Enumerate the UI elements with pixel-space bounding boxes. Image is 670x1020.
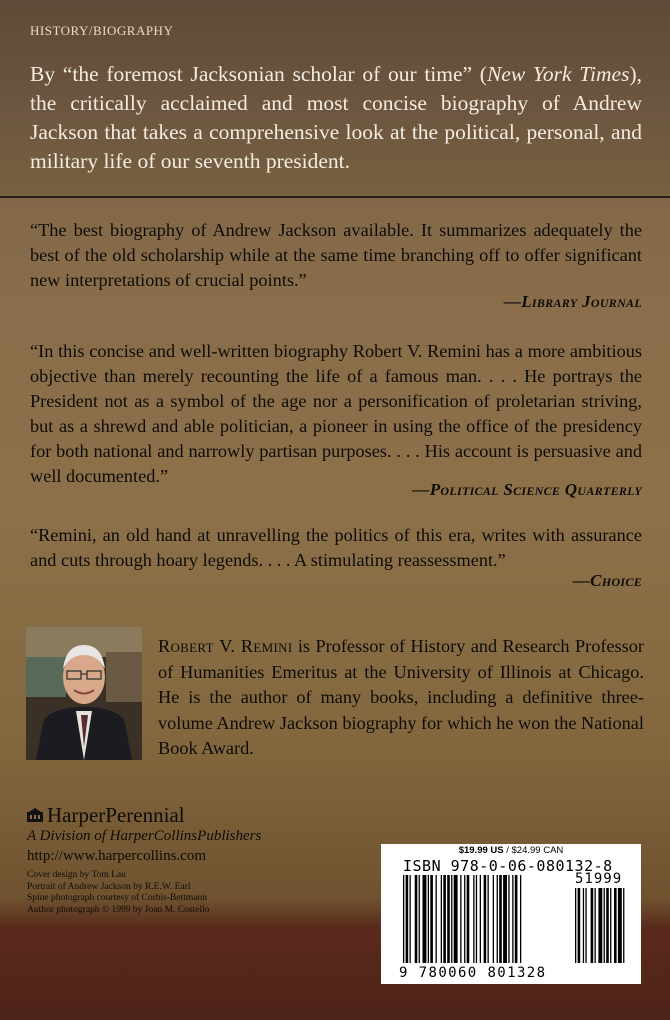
review-quote-3: “Remini, an old hand at unravelling the politics of this era, writes with assurance and cuts through hoary legends. . . . A stimulating reassessment.” — [30, 525, 642, 570]
barcode-box — [381, 844, 641, 984]
review-attribution-2: —Political Science Quarterly — [412, 480, 642, 499]
blurb-text-end: ), the critically acclaimed and most concise biography of Andrew Jackson that takes a comprehensive look at the political, personal, and military life of our seventh president. — [30, 62, 642, 173]
publisher-name: HarperPerennial — [47, 803, 185, 827]
review-attribution-1: —Library Journal — [503, 292, 642, 311]
ean-digits: 9 780060 801328 — [399, 965, 547, 981]
author-photo — [26, 627, 142, 760]
category-label: HISTORY/BIOGRAPHY — [30, 23, 174, 38]
isbn-text: ISBN 978-0-06-080132-8 — [403, 857, 613, 875]
author-name: Robert V. Remini — [158, 636, 293, 656]
credits — [27, 870, 209, 916]
credit-line: Author photograph © 1999 by Joan M. Costello — [27, 904, 210, 915]
credit-line: Cover design by Tom Lau — [27, 870, 126, 880]
publisher-division — [27, 828, 261, 845]
author-photo-illustration — [26, 627, 142, 760]
publisher-division-suffix: Publishers — [197, 828, 262, 844]
publisher-url[interactable]: http://www.harpercollins.com — [27, 848, 206, 864]
blurb-source: New York Times — [486, 62, 630, 86]
price-code: 51999 — [575, 871, 623, 887]
author-bio — [158, 634, 644, 762]
divider-rule — [0, 196, 670, 198]
cover-blurb — [30, 60, 642, 176]
publisher-division-prefix: A Division of HarperCollins — [27, 828, 198, 844]
review-attribution-3: —Choice — [572, 571, 642, 590]
author-bio-text: is Professor of History and Research Professor of Humanities Emeritus at the University of Illinois at Chicago. He is the author of many books, including a definitive three-volume Andrew Jackson biography for which he won the National Book Award. — [158, 636, 644, 759]
price-us: $19.99 US — [458, 845, 504, 856]
barcode-icon — [381, 844, 641, 984]
review-quote-1: “The best biography of Andrew Jackson available. It summarizes adequately the best of the old scholarship while at the same time branching off to offer significant new interpretations of crucial points.” — [30, 220, 642, 290]
price-can: / $24.99 CAN — [503, 845, 564, 856]
review-quote-2: “In this concise and well-written biography Robert V. Remini has a more ambitious objective than merely recounting the life of a famous man. . . . He portrays the President not as a symbol of the age nor a personification of proletarian striving, but as a shrewd and able politician, a pioneer in using the office of the presidency for both national and narrowly partisan purposes. . . . His account is persuasive and well documented.” — [30, 341, 642, 486]
publisher-logo-icon — [27, 808, 43, 822]
blurb-text-start: By “the foremost Jacksonian scholar of our time” ( — [30, 62, 487, 86]
credit-line: Portrait of Andrew Jackson by R.E.W. Earl — [27, 881, 191, 892]
credit-line: Spine photograph courtesy of Corbis-Bettmann — [27, 893, 207, 903]
